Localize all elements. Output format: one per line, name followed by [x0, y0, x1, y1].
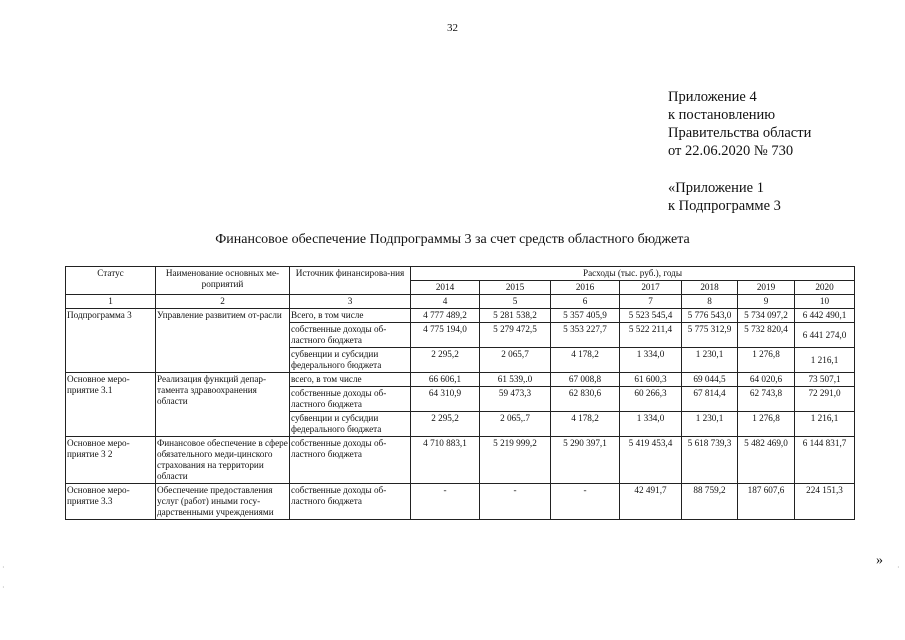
value-cell: 4 178,2 [551, 412, 620, 437]
value-cell: 1 216,1 [795, 412, 855, 437]
value-cell: 4 710 883,1 [411, 437, 480, 484]
value-cell: 64 310,9 [411, 387, 480, 412]
value-cell: 1 276,8 [738, 348, 795, 373]
header-status: Статус [66, 267, 156, 295]
column-index: 5 [480, 295, 551, 309]
source-cell: субвенции и субсидии федерального бюджета [290, 412, 411, 437]
scan-edge-mark: · [897, 563, 900, 572]
header-year: 2016 [551, 281, 620, 295]
measure-name-cell: Обеспечение предоставления услуг (работ) иными госу-дарственными учреждениями [156, 484, 290, 520]
value-cell: 5 290 397,1 [551, 437, 620, 484]
value-cell: 5 219 999,2 [480, 437, 551, 484]
financing-table-container [65, 266, 855, 520]
page-number: 32 [447, 22, 458, 34]
table-row [66, 309, 855, 323]
table-row [66, 373, 855, 387]
value-cell: - [551, 484, 620, 520]
source-cell: собственные доходы об-ластного бюджета [290, 437, 411, 484]
measure-name-cell: Финансовое обеспечение в сфере обязательного меди-цинского страхования на территории области [156, 437, 290, 484]
value-cell: - [480, 484, 551, 520]
value-cell: 5 419 453,4 [620, 437, 682, 484]
header-year: 2019 [738, 281, 795, 295]
value-cell: 2 065,.7 [480, 412, 551, 437]
value-cell: 5 357 405,9 [551, 309, 620, 323]
table-row [66, 437, 855, 484]
value-cell: 64 020,6 [738, 373, 795, 387]
appendix-line: «Приложение 1 [668, 180, 764, 196]
appendix-line: к Подпрограмме 3 [668, 198, 781, 214]
value-cell: 67 814,4 [682, 387, 738, 412]
value-cell: 6 144 831,7 [795, 437, 855, 484]
value-cell: 187 607,6 [738, 484, 795, 520]
value-cell: 72 291,0 [795, 387, 855, 412]
column-index: 1 [66, 295, 156, 309]
scan-edge-mark: · [2, 563, 5, 572]
header-name: Наименование основных ме-роприятий [156, 267, 290, 295]
column-index: 4 [411, 295, 480, 309]
value-cell: 1 216,1 [795, 348, 855, 373]
status-cell: Подпрограмма 3 [66, 309, 156, 373]
value-cell: 1 334,0 [620, 348, 682, 373]
value-cell: 5 353 227,7 [551, 323, 620, 348]
value-cell: 59 473,3 [480, 387, 551, 412]
value-cell: 5 732 820,4 [738, 323, 795, 348]
value-cell: 61 539,.0 [480, 373, 551, 387]
value-cell: 224 151,3 [795, 484, 855, 520]
value-cell: 5 279 472,5 [480, 323, 551, 348]
appendix-line: к постановлению [668, 107, 776, 123]
value-cell: 62 743,8 [738, 387, 795, 412]
appendix-line: Приложение 4 [668, 89, 757, 105]
value-cell: 5 482 469,0 [738, 437, 795, 484]
value-cell: 62 830,6 [551, 387, 620, 412]
header-source: Источник финансирова-ния [290, 267, 411, 295]
value-cell: 1 276,8 [738, 412, 795, 437]
column-index-row [66, 295, 855, 309]
column-index: 10 [795, 295, 855, 309]
value-cell: 4 775 194,0 [411, 323, 480, 348]
source-cell: собственные доходы об-ластного бюджета [290, 484, 411, 520]
value-cell: 5 523 545,4 [620, 309, 682, 323]
measure-name-cell: Управление развитием от-расли [156, 309, 290, 373]
column-index: 9 [738, 295, 795, 309]
value-cell: 6 441 274,0 [795, 323, 855, 348]
status-cell: Основное меро-приятие 3.3 [66, 484, 156, 520]
source-cell: собственные доходы об-ластного бюджета [290, 323, 411, 348]
value-cell: 4 777 489,2 [411, 309, 480, 323]
source-cell: Всего, в том числе [290, 309, 411, 323]
value-cell: 5 775 312,9 [682, 323, 738, 348]
value-cell: 1 230,1 [682, 348, 738, 373]
value-cell: 1 334,0 [620, 412, 682, 437]
status-cell: Основное меро-приятие 3 2 [66, 437, 156, 484]
value-cell: 67 008,8 [551, 373, 620, 387]
financing-table [65, 266, 855, 520]
table-row [66, 484, 855, 520]
value-cell: - [411, 484, 480, 520]
source-cell: всего, в том числе [290, 373, 411, 387]
measure-name-cell: Реализация функций депар-тамента здравоохранения области [156, 373, 290, 437]
value-cell: 2 295,2 [411, 412, 480, 437]
column-index: 6 [551, 295, 620, 309]
value-cell: 60 266,3 [620, 387, 682, 412]
value-cell: 5 522 211,4 [620, 323, 682, 348]
value-cell: 69 044,5 [682, 373, 738, 387]
header-year: 2015 [480, 281, 551, 295]
document-title: Финансовое обеспечение Подпрограммы 3 за счет средств областного бюджета [215, 232, 690, 247]
continuation-mark: » [876, 553, 883, 568]
value-cell: 66 606,1 [411, 373, 480, 387]
status-cell: Основное меро-приятие 3.1 [66, 373, 156, 437]
value-cell: 42 491,7 [620, 484, 682, 520]
appendix-block [668, 88, 811, 215]
value-cell: 5 618 739,3 [682, 437, 738, 484]
value-cell: 5 734 097,2 [738, 309, 795, 323]
value-cell: 5 776 543,0 [682, 309, 738, 323]
header-row [66, 267, 855, 281]
value-cell: 5 281 538,2 [480, 309, 551, 323]
value-cell: 1 230,1 [682, 412, 738, 437]
header-year: 2017 [620, 281, 682, 295]
column-index: 3 [290, 295, 411, 309]
appendix-line: Правительства области [668, 125, 812, 141]
column-index: 8 [682, 295, 738, 309]
header-year: 2014 [411, 281, 480, 295]
header-year: 2018 [682, 281, 738, 295]
value-cell: 61 600,3 [620, 373, 682, 387]
appendix-line: от 22.06.2020 № 730 [668, 143, 794, 159]
column-index: 2 [156, 295, 290, 309]
header-expenses: Расходы (тыс. руб.), годы [411, 267, 855, 281]
column-index: 7 [620, 295, 682, 309]
value-cell: 2 065,7 [480, 348, 551, 373]
source-cell: собственные доходы об-ластного бюджета [290, 387, 411, 412]
header-year: 2020 [795, 281, 855, 295]
value-cell: 88 759,2 [682, 484, 738, 520]
value-cell: 2 295,2 [411, 348, 480, 373]
value-cell: 6 442 490,1 [795, 309, 855, 323]
scan-edge-mark: · [2, 583, 5, 592]
value-cell: 4 178,2 [551, 348, 620, 373]
source-cell: субвенции и субсидии федерального бюджета [290, 348, 411, 373]
value-cell: 73 507,1 [795, 373, 855, 387]
